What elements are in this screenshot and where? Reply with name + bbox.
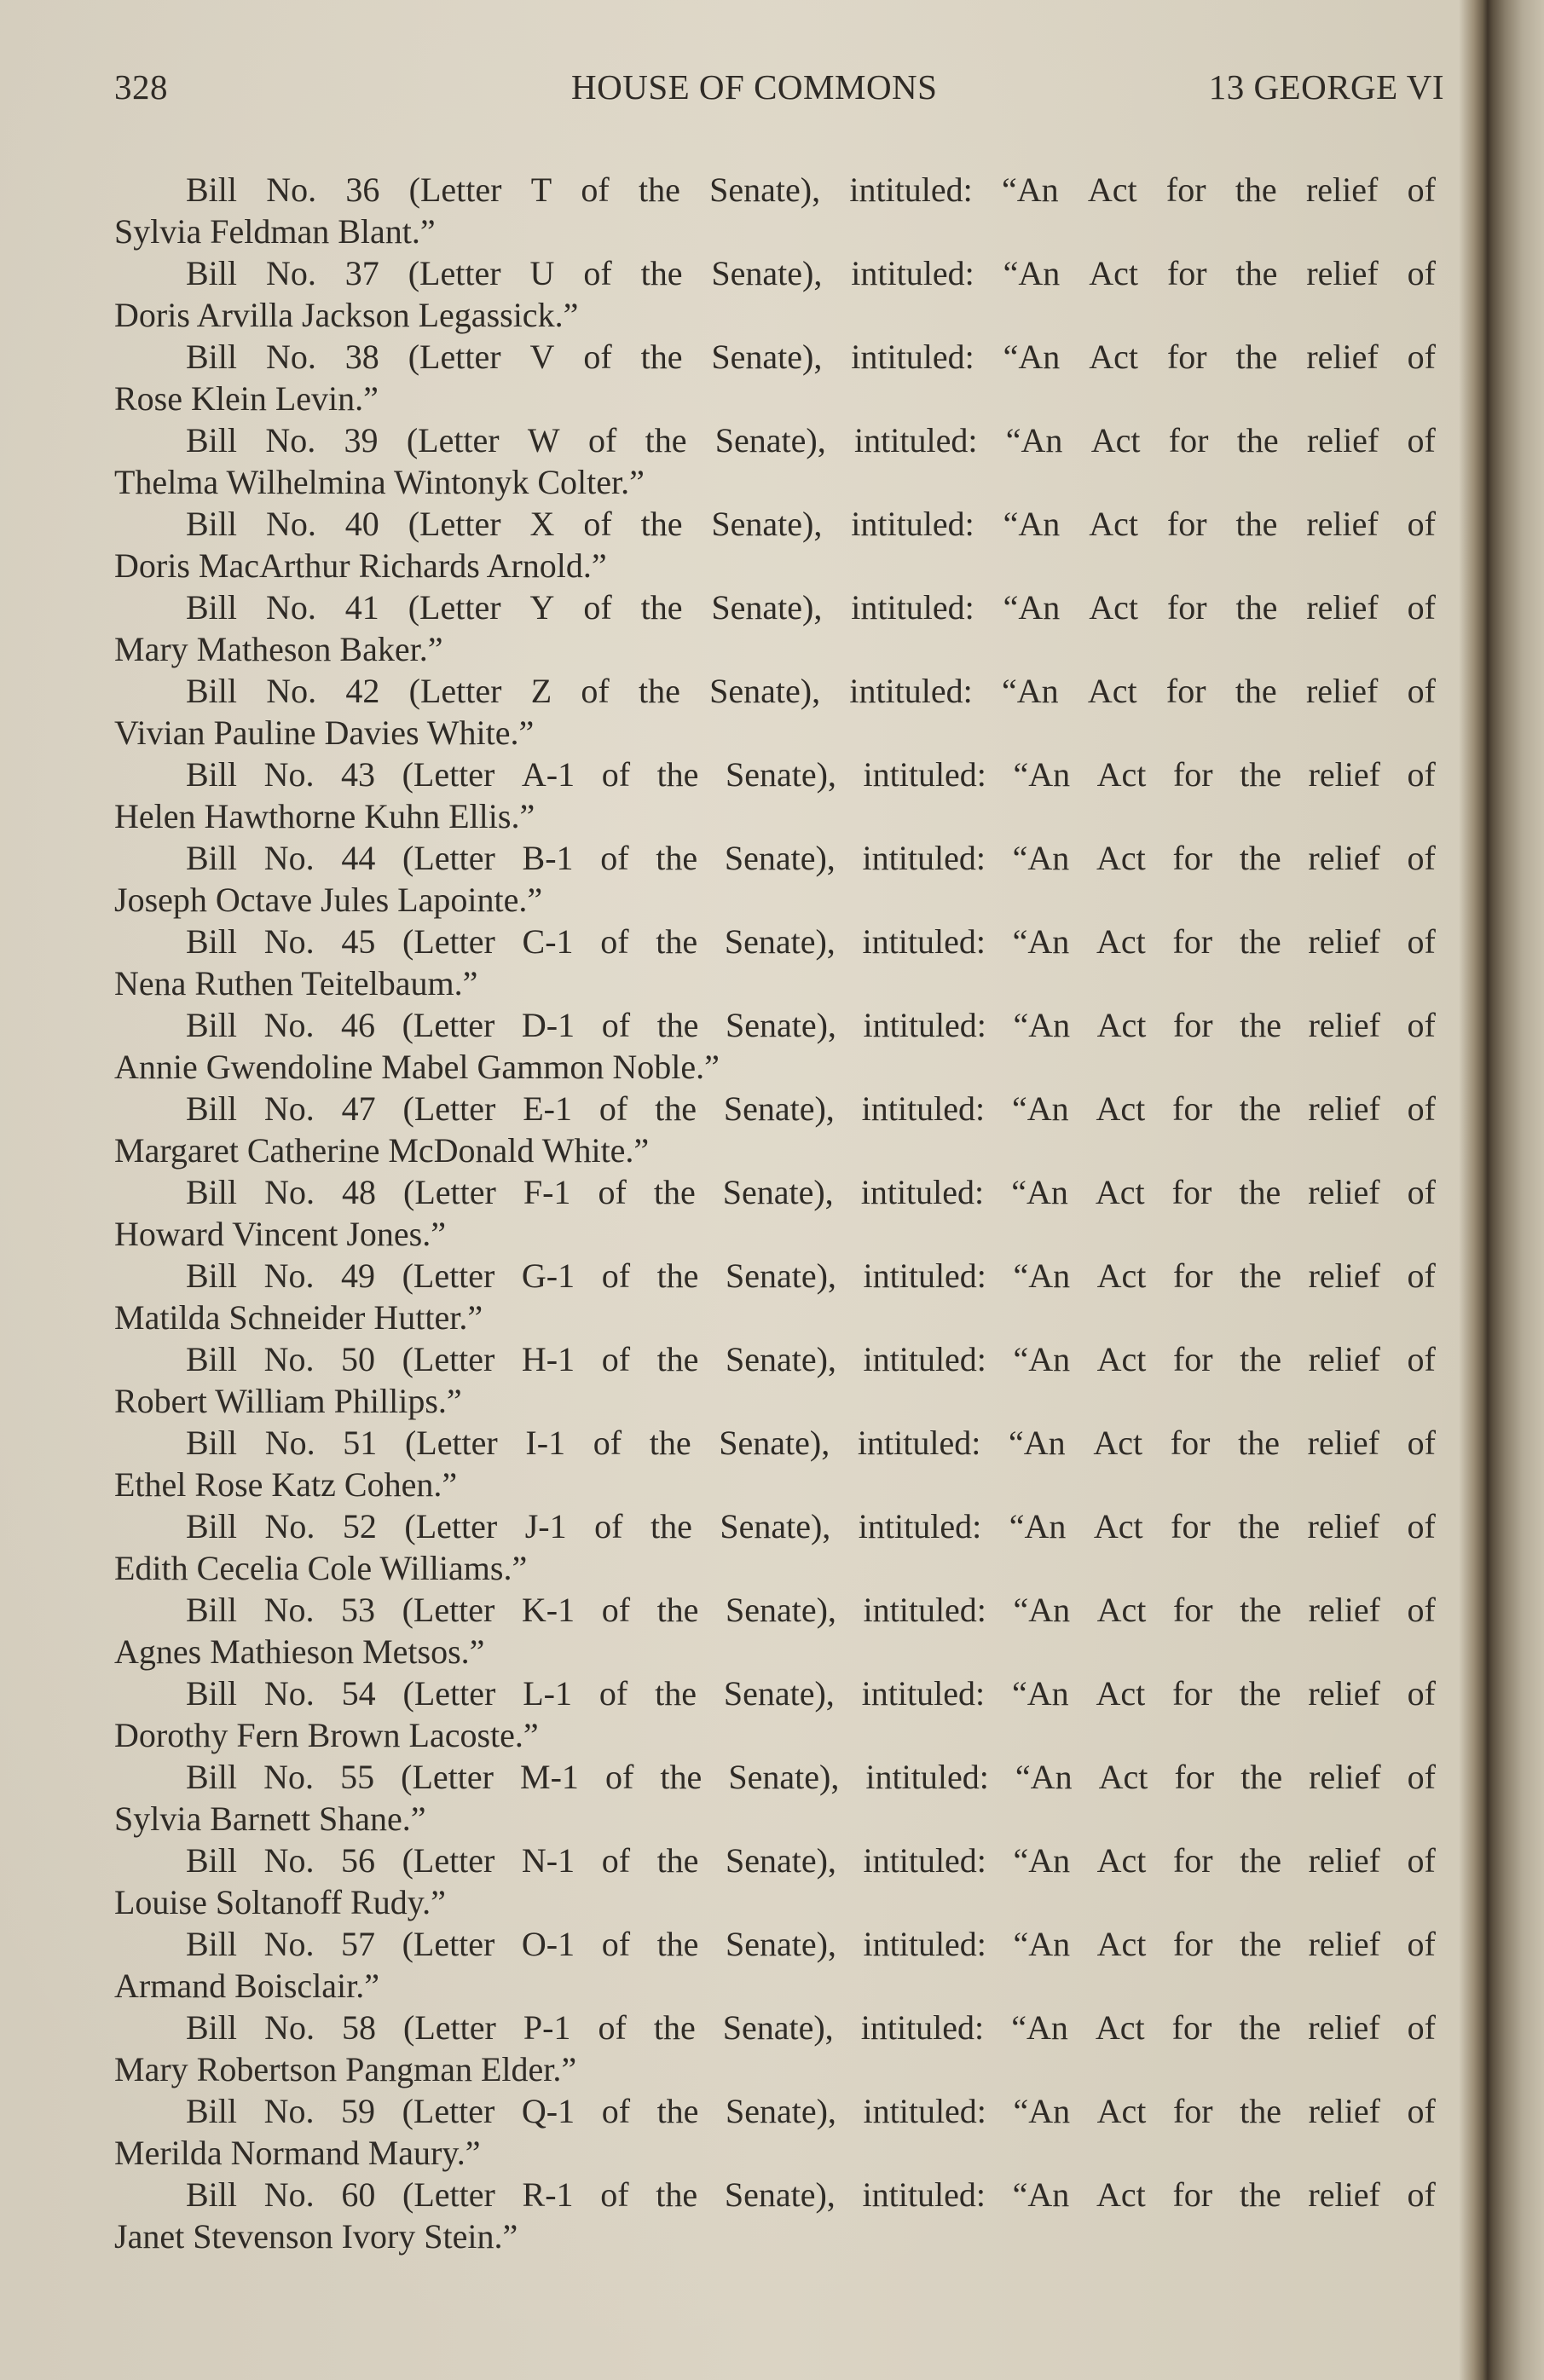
bill-title-line: Bill No. 41 (Letter Y of the Senate), intituled: “An Act for the relief of xyxy=(186,588,1436,627)
bill-title-line: Bill No. 43 (Letter A-1 of the Senate), intituled: “An Act for the relief of xyxy=(186,755,1436,794)
bill-title-line: Bill No. 46 (Letter D-1 of the Senate), intituled: “An Act for the relief of xyxy=(186,1006,1436,1044)
bill-entry xyxy=(114,1923,1436,2007)
bill-entry xyxy=(114,419,1436,503)
bill-subject-name: Robert William Phillips.” xyxy=(114,1382,462,1420)
bill-subject-name: Sylvia Barnett Shane.” xyxy=(114,1799,426,1838)
bill-subject-name: Doris Arvilla Jackson Legassick.” xyxy=(114,296,579,334)
bill-title-line: Bill No. 60 (Letter R-1 of the Senate), intituled: “An Act for the relief of xyxy=(186,2175,1436,2214)
bill-title-line: Bill No. 47 (Letter E-1 of the Senate), intituled: “An Act for the relief of xyxy=(186,1089,1436,1128)
bill-title-line: Bill No. 48 (Letter F-1 of the Senate), intituled: “An Act for the relief of xyxy=(186,1173,1436,1211)
bill-entry xyxy=(114,1088,1436,1171)
bill-entry xyxy=(114,921,1436,1004)
bill-entry xyxy=(114,1255,1436,1338)
bill-title-line: Bill No. 52 (Letter J-1 of the Senate), intituled: “An Act for the relief of xyxy=(186,1507,1436,1545)
bill-subject-name: Edith Cecelia Cole Williams.” xyxy=(114,1549,528,1587)
page-number: 328 xyxy=(114,67,168,107)
bill-entry xyxy=(114,2007,1436,2090)
bill-title-line: Bill No. 42 (Letter Z of the Senate), intituled: “An Act for the relief of xyxy=(186,672,1436,710)
running-header xyxy=(114,66,1444,109)
bill-entry xyxy=(114,1505,1436,1589)
bill-title-line: Bill No. 57 (Letter O-1 of the Senate), intituled: “An Act for the relief of xyxy=(186,1925,1436,1963)
bill-entry xyxy=(114,1672,1436,1756)
bill-subject-name: Thelma Wilhelmina Wintonyk Colter.” xyxy=(114,463,645,501)
bill-title-line: Bill No. 49 (Letter G-1 of the Senate), intituled: “An Act for the relief of xyxy=(186,1256,1436,1295)
bill-subject-name: Annie Gwendoline Mabel Gammon Noble.” xyxy=(114,1048,720,1086)
bill-entry xyxy=(114,1004,1436,1088)
bill-subject-name: Mary Robertson Pangman Elder.” xyxy=(114,2050,577,2088)
bill-title-line: Bill No. 38 (Letter V of the Senate), intituled: “An Act for the relief of xyxy=(186,338,1436,376)
bill-subject-name: Armand Boisclair.” xyxy=(114,1967,380,2005)
bill-title-line: Bill No. 40 (Letter X of the Senate), intituled: “An Act for the relief of xyxy=(186,505,1436,543)
page-title: HOUSE OF COMMONS xyxy=(571,67,938,107)
bill-entry xyxy=(114,754,1436,837)
bill-title-line: Bill No. 51 (Letter I-1 of the Senate), intituled: “An Act for the relief of xyxy=(186,1424,1436,1462)
bill-entry xyxy=(114,252,1436,336)
bill-subject-name: Matilda Schneider Hutter.” xyxy=(114,1298,483,1337)
bill-subject-name: Sylvia Feldman Blant.” xyxy=(114,212,436,251)
bill-title-line: Bill No. 54 (Letter L-1 of the Senate), intituled: “An Act for the relief of xyxy=(186,1674,1436,1713)
bill-subject-name: Merilda Normand Maury.” xyxy=(114,2134,481,2172)
bill-subject-name: Margaret Catherine McDonald White.” xyxy=(114,1131,650,1170)
bill-entry xyxy=(114,837,1436,921)
bill-subject-name: Joseph Octave Jules Lapointe.” xyxy=(114,881,543,919)
bill-title-line: Bill No. 58 (Letter P-1 of the Senate), intituled: “An Act for the relief of xyxy=(186,2008,1436,2047)
bill-list xyxy=(114,169,1436,2257)
bill-entry xyxy=(114,1171,1436,1255)
bill-entry xyxy=(114,2174,1436,2257)
bill-entry xyxy=(114,586,1436,670)
bill-subject-name: Howard Vincent Jones.” xyxy=(114,1215,446,1253)
bill-subject-name: Mary Matheson Baker.” xyxy=(114,630,443,668)
bill-title-line: Bill No. 50 (Letter H-1 of the Senate), intituled: “An Act for the relief of xyxy=(186,1340,1436,1378)
bill-title-line: Bill No. 37 (Letter U of the Senate), intituled: “An Act for the relief of xyxy=(186,254,1436,292)
bill-title-line: Bill No. 53 (Letter K-1 of the Senate), intituled: “An Act for the relief of xyxy=(186,1591,1436,1629)
bill-subject-name: Rose Klein Levin.” xyxy=(114,379,379,418)
bill-title-line: Bill No. 39 (Letter W of the Senate), intituled: “An Act for the relief of xyxy=(186,421,1436,459)
bill-subject-name: Ethel Rose Katz Cohen.” xyxy=(114,1465,458,1504)
bill-title-line: Bill No. 56 (Letter N-1 of the Senate), intituled: “An Act for the relief of xyxy=(186,1841,1436,1880)
bill-entry xyxy=(114,1338,1436,1422)
bill-entry xyxy=(114,670,1436,754)
book-spine-shadow xyxy=(1459,0,1544,2380)
bill-entry xyxy=(114,336,1436,419)
bill-entry xyxy=(114,503,1436,586)
bill-title-line: Bill No. 45 (Letter C-1 of the Senate), intituled: “An Act for the relief of xyxy=(186,922,1436,961)
bill-subject-name: Janet Stevenson Ivory Stein.” xyxy=(114,2217,518,2256)
bill-title-line: Bill No. 44 (Letter B-1 of the Senate), intituled: “An Act for the relief of xyxy=(186,839,1436,877)
bill-entry xyxy=(114,1422,1436,1505)
bill-title-line: Bill No. 55 (Letter M-1 of the Senate), intituled: “An Act for the relief of xyxy=(186,1758,1436,1796)
bill-subject-name: Doris MacArthur Richards Arnold.” xyxy=(114,546,607,585)
bill-subject-name: Helen Hawthorne Kuhn Ellis.” xyxy=(114,797,535,835)
bill-entry xyxy=(114,169,1436,252)
bill-subject-name: Vivian Pauline Davies White.” xyxy=(114,713,535,752)
bill-subject-name: Dorothy Fern Brown Lacoste.” xyxy=(114,1716,539,1754)
bill-entry xyxy=(114,1589,1436,1672)
bill-subject-name: Nena Ruthen Teitelbaum.” xyxy=(114,964,478,1002)
bill-entry xyxy=(114,2090,1436,2174)
bill-title-line: Bill No. 36 (Letter T of the Senate), intituled: “An Act for the relief of xyxy=(186,170,1436,209)
bill-entry xyxy=(114,1840,1436,1923)
bill-subject-name: Agnes Mathieson Metsos.” xyxy=(114,1632,485,1671)
bill-entry xyxy=(114,1756,1436,1840)
regnal-year: 13 GEORGE VI xyxy=(1208,67,1444,107)
bill-subject-name: Louise Soltanoff Rudy.” xyxy=(114,1883,446,1921)
bill-title-line: Bill No. 59 (Letter Q-1 of the Senate), intituled: “An Act for the relief of xyxy=(186,2092,1436,2130)
